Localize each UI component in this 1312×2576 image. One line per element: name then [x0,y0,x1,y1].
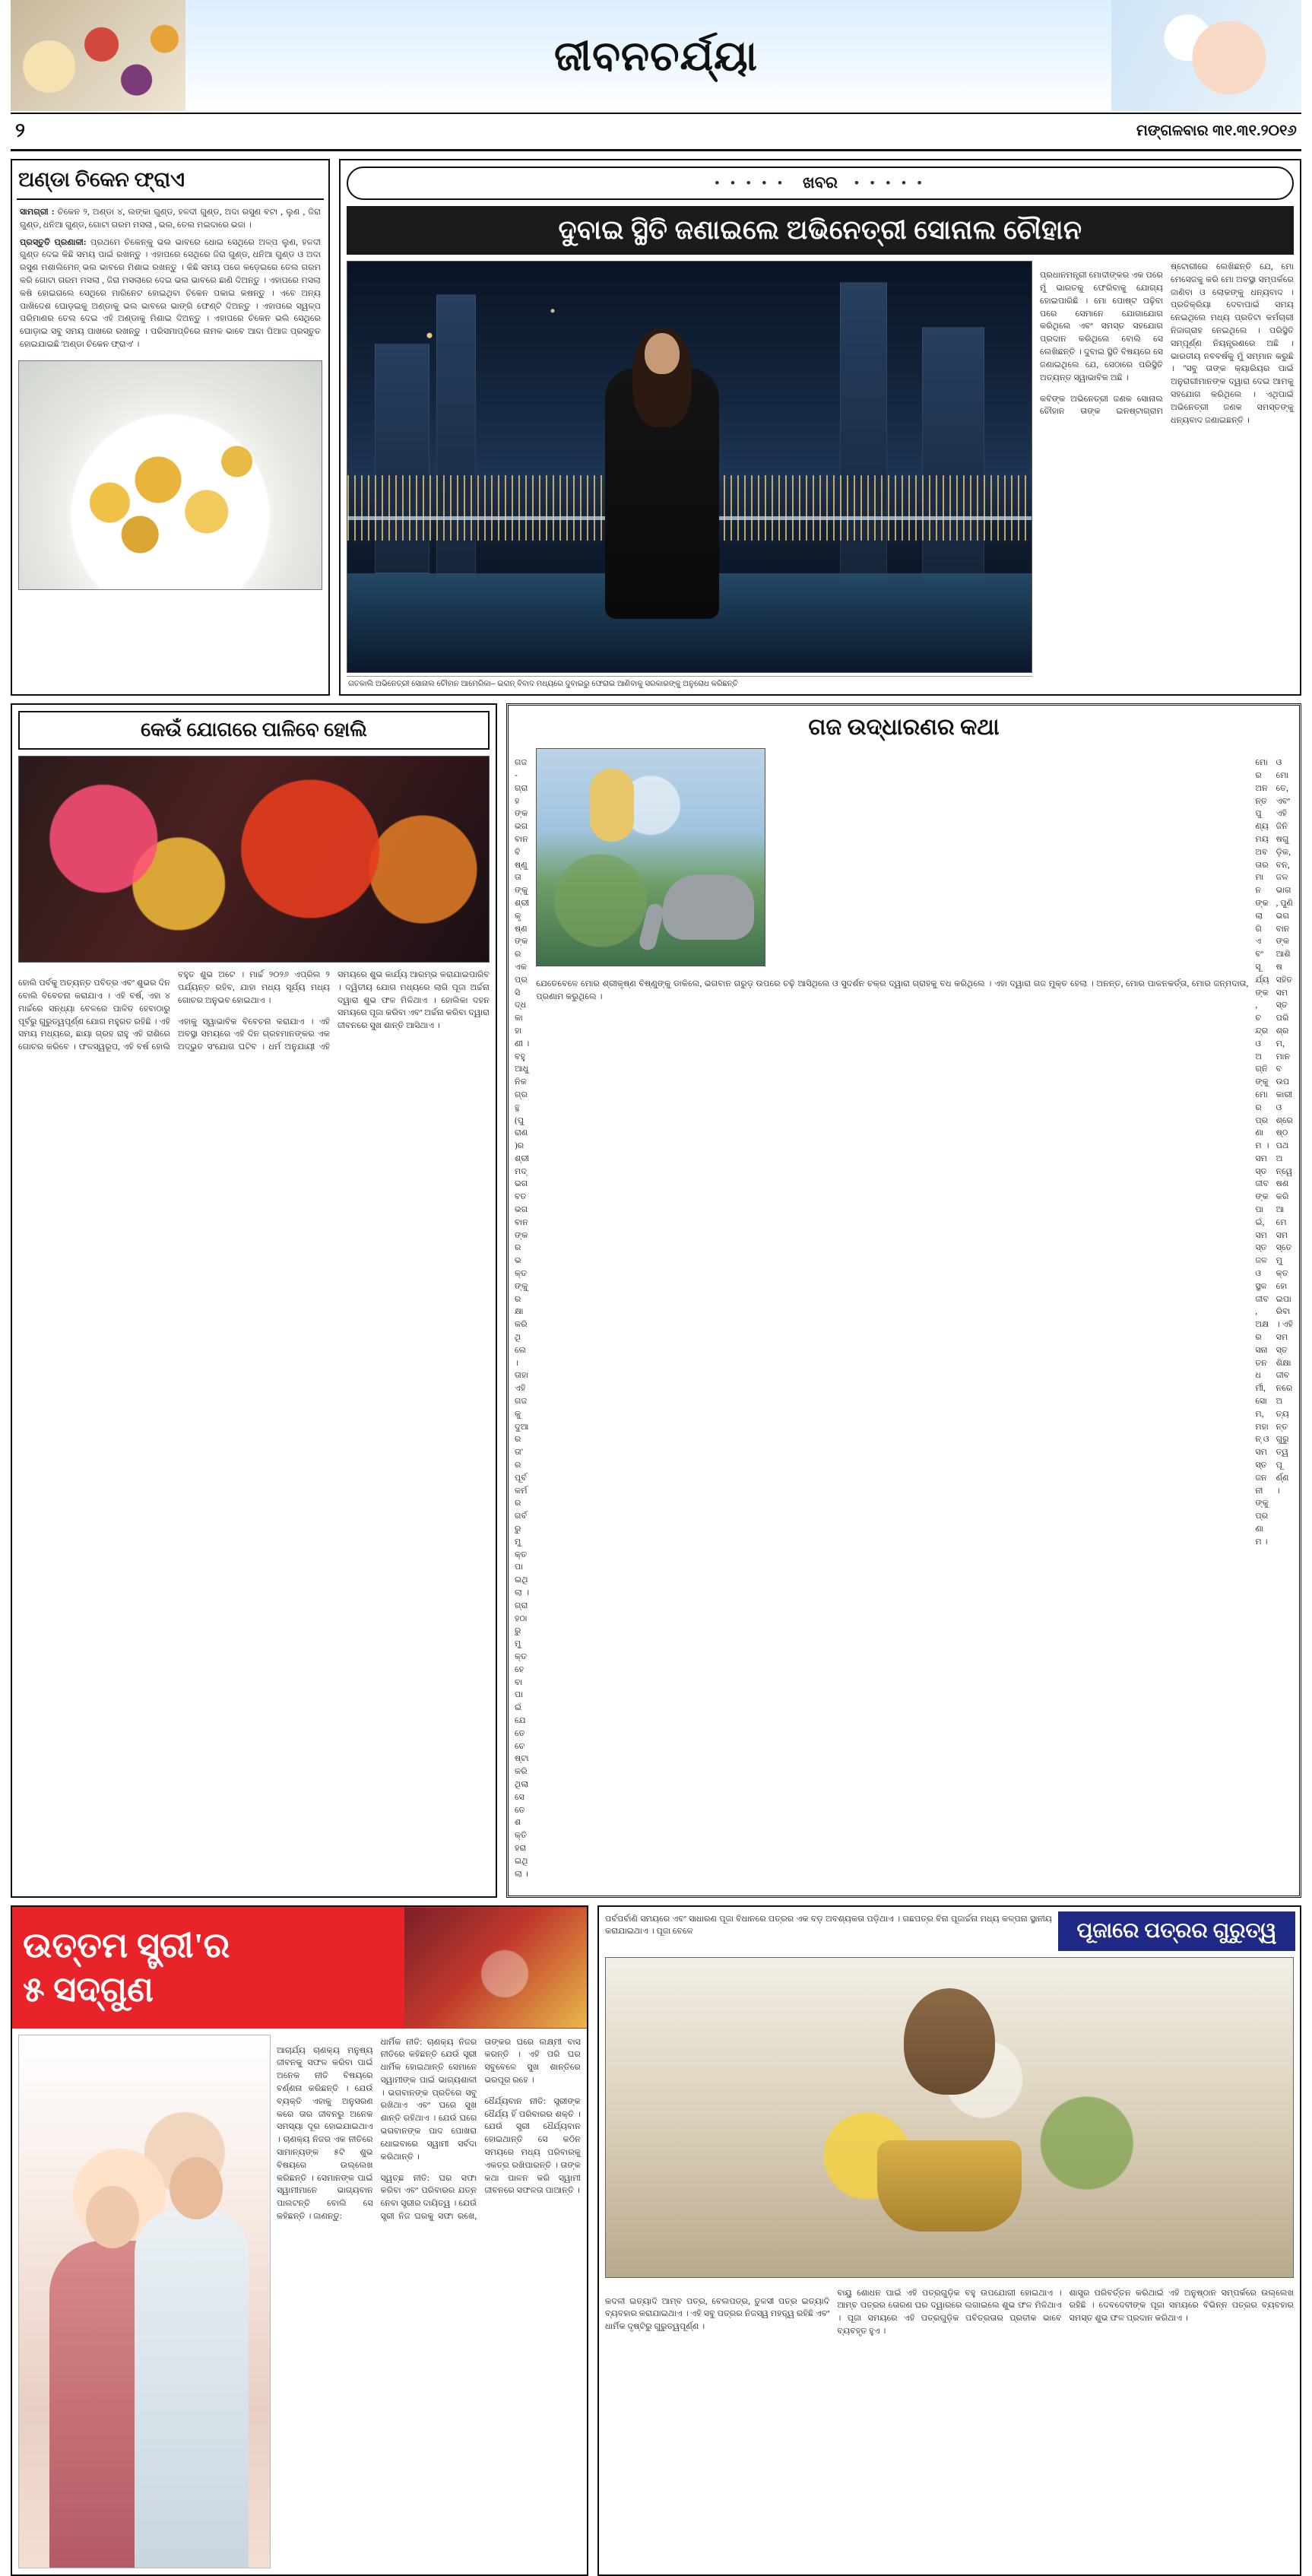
puja-pot [877,2140,1022,2232]
recipe-body [12,200,328,356]
head [645,333,680,374]
bangles-photo [404,1908,587,2028]
gaja-text-3: ମୋର ଅନନ୍ତ ପୁଣ୍ୟମୟ ଅବତାରମାନଙ୍କ ଲାଗି ଏବଂ ସୂର୍ଯ୍ୟଙ୍କ, ଚନ୍ଦ୍ର ଓ ଅଗ୍ନିଙ୍କୁ ମୋର ପ୍ରଣାମ । ସମସ୍ତ ଜୀବଙ୍କ ପାଇଁ, ସମସ୍ତ ଜଳ ଓ ସ୍ଥଳ ଜୀବ, ଅକ୍ଷର ସନାତନଧର୍ମୀ, ସୋମ, ମହାନ୍ ଓ ସମସ୍ତ ଜନନୀଙ୍କୁ ପ୍ରଣାମ । [1255,758,1269,1547]
man-figure [135,2210,249,2568]
badge-dots-right: • • • • • [854,176,926,190]
gaja-column-3 [1255,748,1269,1889]
gaja-text-4: ଓ ମୋତେ, ଏବଂ ଏହି ଜିନିଷଗୁଡ଼ିକ, ବନ, ଜଳଭାଗ, ପୁଣି ଭଗବାନଙ୍କ ଆଶିଷ ସହିତ ସମସ୍ତ ପରିଶ୍ରମ, ମାନବ ଉପକାରୀ ଓ ଶ୍ରେଷ୍ଠପଥ ଅନ୍ୱେଷଣ କରି ଆମେ ସମସ୍ତେ ମୁକ୍ତ ହୋଇପାରିବା । ଏହି ସମସ୍ତ ଶିକ୍ଷା ଜୀବନରେ ଅତ୍ୟନ୍ତ ଗୁରୁତ୍ୱପୂର୍ଣ୍ଣ । [1276,758,1294,1496]
news-column-1: ପ୍ରଧାନମନ୍ତ୍ରୀ ମୋଦୀଙ୍କର ଏକ ପରେ ମୁଁ ଭାରତକୁ ଫେରିବାକୁ ଯୋଗ୍ୟ ହୋଇପାରିଛି । ମୋ ପୋଷ୍ଟ ପଢ଼ିବା ପରେ ସେମାନେ ଯୋଗାଯୋଗ କରିଥିଲେ ଏବଂ ସମସ୍ତ ସହଯୋଗ ପ୍ରଦାନ କରିଥିଲେ ବୋଲି ସେ ଲେଖିଛନ୍ତି । ଦୁବାଇ ସ୍ଥିତି ବିଷୟରେ ସେ ଜଣାଇଥିଲେ ଯେ, ସେଠାରେ ପରିସ୍ଥିତି ଅତ୍ୟନ୍ତ ସ୍ୱାଭାବିକ ଅଛି । [1040,271,1163,382]
gaja-column-2 [536,966,1248,1004]
news-photo [347,261,1032,673]
man-head [170,2157,223,2219]
masthead-left-image [11,0,185,111]
elephant-figure [663,874,754,940]
dateline [11,114,1301,151]
row-top [11,159,1301,696]
recipe-photo [18,360,322,590]
actress-figure [605,368,719,619]
khabar-badge [347,167,1294,200]
news-side-columns [1040,261,1294,688]
wife-title-line1: ଉତ୍ତମ ସ୍ତ୍ରୀ'ର [23,1926,230,1965]
wife-title-line2: ୫ ସଦ୍‌ଗୁଣ [23,1969,154,2009]
woman-head [86,2186,139,2248]
row-bottom [11,1905,1301,2576]
badge-dots-left: • • • • • [715,176,787,190]
ingredients-text: ଚିକେନ ୨, ଅଣ୍ଡା ୪, ଲଙ୍କା ଗୁଣ୍ଡ, ହଳଦୀ ଗୁଣ୍ଡ, ଅଦା ରସୁଣ ବଟା , ଲୁଣ , ଜିରା ଗୁଣ୍ଡ, ଧନିଆ ଗୁଣ୍ଡ, ଗୋଟା ଗରମ ମସଲା , ଭଲ, ତେଲ ମଇଦାରେ ଭଜା । [20,208,322,230]
holi-photo [18,756,490,963]
gaja-article [506,703,1301,1898]
publication-date: ମଙ୍ଗଳବାର ୩୧.୩୧.୨୦୧୬ [1136,122,1297,139]
gaja-photo [536,748,765,966]
ingredients-label: ସାମଗ୍ରୀ : [20,208,55,217]
wife-column-4: ଧୈର୍ଯ୍ୟବାନ ନୀତି: ସ୍ତ୍ରୀଙ୍କ ଧୈର୍ଯ୍ୟ ହିଁ ପରିବାରର ଶକ୍ତି । ଯେଉଁ ସ୍ତ୍ରୀ ଧୈର୍ଯ୍ୟବାନ ହୋଇଥାନ୍ତି ସେ କଠିନ ସମୟରେ ମଧ୍ୟ ପରିବାରକୁ ଏକତ୍ର ରଖିପାରନ୍ତି । ତାଙ୍କ କଥା ପାଳନ କରି ସ୍ୱାମୀ ଜୀବନରେ ସଫଳତା ପାଆନ୍ତି । [484,2096,581,2196]
recipe-title: ଅଣ୍ଡା ଚିକେନ ଫ୍ରାଏ [18,168,185,191]
vishnu-figure [590,769,634,842]
page-title: ଜୀବନଚର୍ଯ୍ୟା [553,33,758,79]
puja-column-3: ଶାସ୍ତ୍ର ପରିବର୍ତ୍ତନ କରିଥାଇଁ ଏହି ଅନୁଷ୍ଠାନ ସମ୍ପର୍କରେ ଉଲ୍ଲେଖ ରହିଛି । ଦେବଦେବୀଙ୍କ ପୂଜା ସମୟରେ ବିଭିନ୍ନ ପତ୍ରର ବ୍ୟବହାର ସମସ୍ତ ଶୁଭ ଫଳ ପ୍ରଦାନ କରିଥାଏ । [1069,2288,1294,2324]
puja-title: ପୂଜାରେ ପତ୍ରର ଗୁରୁତ୍ୱ [1058,1911,1295,1951]
method-label: ପ୍ରସ୍ତୁତି ପ୍ରଣାଳୀ: [20,237,87,247]
news-content [341,261,1300,694]
puja-header [599,1907,1300,1951]
gaja-content [509,745,1299,1896]
puja-photo [605,1957,1294,2278]
recipe-article [11,159,330,696]
holi-article [11,703,497,1898]
puja-column-1: କଦଳୀ ଇତ୍ୟାଦି ଆମ୍ବ ପତ୍ର, ବେଲପତ୍ର, ତୁଳସୀ ପତ୍ର ଇତ୍ୟାଦି ବ୍ୟବହାର କରାଯାଇଥାଏ । ଏହି ସବୁ ପତ୍ରର ନିଜସ୍ୱ ମହତ୍ତ୍ୱ ରହିଛି ଏବଂ ଧାର୍ମିକ ଦୃଷ୍ଟିରୁ ଗୁରୁତ୍ୱପୂର୍ଣ୍ଣ । [605,2296,830,2332]
news-headline: ଦୁବାଇ ସ୍ଥିତି ଜଣାଇଲେ ଅଭିନେତ୍ରୀ ସୋନାଲ ଚୌହାନ [347,206,1294,255]
gaja-photo-wrap [536,748,1248,1889]
wife-content [12,2029,587,2574]
wife-column-2: ଧାର୍ମିକ ନୀତି: ଚାଣକ୍ୟ ନିଜର ନୀତିରେ କହିଛନ୍ତି ଯେଉଁ ସ୍ତ୍ରୀ ଧାର୍ମିକ ହୋଇଥାନ୍ତି ସେମାନେ ସ୍ୱାମୀଙ୍କ ପାଇଁ ଭାଗ୍ୟଶାଳୀ । ଭଗବାନଙ୍କ ପ୍ରତିରେ ସବୁ ରଖିଥାଏ ଏବଂ ଘରେ ସୁଖ ଶାନ୍ତି ରହିଥାଏ । ଯେଉଁ ଘରେ ଭଗବାନଙ୍କ ପାଦ ପୋଖରା ଧୋଇବାରେ ସ୍ୱାମୀ ସର୍ବଦା କରିଥାନ୍ତି । [380,2037,477,2162]
puja-intro: ପର୍ବପର୍ବାଣି ସମୟରେ ଏବଂ ସାଧାରଣ ପୂଜା ବିଧାନରେ ପତ୍ରର ଏକ ବଡ଼ ଅବଶ୍ୟକତା ପଡ଼ିଥାଏ । ଗଛପତ୍ର ବିନା ପୂଜାର୍ଚ୍ଚନା ମଧ୍ୟ କଳ୍ପନା ସ୍ଥାନୀୟ କରାଯାଇଥାଏ । ପୂଜା ବେଳେ [605,1914,1052,1937]
skyline-building [922,327,984,579]
wife-article [11,1905,588,2576]
wife-column-3: ସ୍ୱଚ୍ଛ ନୀତି: ଘର ସଫା କରିବା ଏବଂ ପରିବାରର ଯତ୍ନ ନେବା ସ୍ତ୍ରୀର ଦାୟିତ୍ୱ । ଯେଉଁ ସ୍ତ୍ରୀ ନିଜ ଘରକୁ ସଫା ରଖେ, ତାଙ୍କର ଘରେ ଲକ୍ଷ୍ମୀ ବାସ କରନ୍ତି । ଏହି ପରି ଘର ସବୁବେଳେ ସୁଖ ଶାନ୍ତିରେ ଭରପୂର ରହେ । [380,2037,581,2222]
wife-header [12,1907,587,2029]
news-column-2: କବିଙ୍କ ଅଭିନେତ୍ରୀ ଜଣକ ସୋନାଲ ଚୌହାନ ତାଙ୍କ ଇନଷ୍ଟାଗ୍ରାମ ଷ୍ଟୋରୀରେ ଲେଖିଛନ୍ତି ଯେ, ମୋ ମେସେଜକୁ କରି ମୋ ଅବସ୍ଥା ସମ୍ପର୍କରେ ଜାଣିବା ଓ ଲୋକଙ୍କୁ ଧନ୍ୟବାଦ । ପ୍ରତିକ୍ରିୟା ଦେବାପାଇଁ ସମୟ ନେଇଥିଲେ ମଧ୍ୟ ପ୍ରତିଟା କର୍ମଚାରୀ ନିଜାଗ୍ରାହ ନେଇଥିଲେ । ପରିସ୍ଥିତି ସମ୍ପୂର୍ଣ୍ଣ ନିୟନ୍ତ୍ରଣରେ ଅଛି । ଭାରତୀୟ ନବବର୍ଷକୁ ମୁଁ ସମ୍ମାନ କରୁଛି । ''ସବୁ ତାଙ୍କ କ୍ୟାରିୟର ପାଇଁ ଅନୁରାଗୀମାନଙ୍କ ଦ୍ୱାରା ଦେଇ ଆମକୁ ସହଯୋଗ କରିଥିଲେ । ଏଥିପାଇଁ ଅଭିନେତ୍ରୀ ଜଣକ ସମସ୍ତଙ୍କୁ ଧନ୍ୟବାଦ ଜଣାଇଛନ୍ତି । [1040,262,1294,425]
puja-column-2: ବାୟୁ ଶୋଧନ ପାଇଁ ଏହି ପତ୍ରଗୁଡ଼ିକ ବହୁ ଉପଯୋଗୀ ହୋଇଥାଏ । ଆମ୍ବ ପତ୍ରର ତୋରଣ ଘର ଦ୍ୱାରରେ ଲଗାଇଲେ ଶୁଭ ଫଳ ମିଳିଥାଏ । ପୂଜା ସମୟରେ ଏହି ପତ୍ରଗୁଡ଼ିକ ପବିତ୍ରତାର ପ୍ରତୀକ ଭାବେ ବ୍ୟବହୃତ ହୁଏ । [837,2288,1062,2336]
badge-label: ଖବର [803,174,838,192]
puja-body [599,2284,1300,2347]
gaja-text-2: ଯେତେବେଳେ ମୋର ଶ୍ରୀକୃଷ୍ଣ ବିଷ୍ଣୁଙ୍କୁ ଡାକିଲେ, ଭଗବାନ ଗରୁଡ଼ ଉପରେ ଚଢ଼ି ଆସିଥିଲେ ଓ ସୁଦର୍ଶନ ଚକ୍ର ଦ୍ୱାରା ଗ୍ରାହକୁ ବଧ କରିଥିଲେ । ଏହା ଦ୍ୱାରା ଗଜ ମୁକ୍ତ ହେଲା । ଅନନ୍ତ, ମୋର ପାଳନକର୍ତ୍ତା, ମୋର ଜନ୍ମଦାତା, ପ୍ରଣାମ କରୁଥିଲେ । [536,979,1249,1001]
row-middle [11,703,1301,1898]
gaja-column-1 [515,748,529,1889]
gaja-column-4 [1276,748,1293,1889]
masthead [11,0,1301,114]
puja-article [597,1905,1301,2576]
gaja-text-1: ଗଜ-ଗ୍ରାହଙ୍କ ଭଗବାନ ବିଷ୍ଣୁ ତାଙ୍କୁ ଶ୍ରୀକୃଷ୍ଣଙ୍କର ଏକ ପ୍ରସିଦ୍ଧ କାହାଣୀ । ବହୁ ଆଧୁନିକ ଗ୍ରନ୍ଥ (ପୁରାଣ)ର ଶ୍ରୀମଦ୍‌ଭଗବତ ଭଗବାନଙ୍କର ଭକ୍ତଙ୍କୁ ରକ୍ଷା କରିଥିଲେ । ତାହା ଏହି ଗଜକୁ ଦୁଆର ତା'ର ପୂର୍ବକର୍ମର ଗର୍ବରୁ ମୁକ୍ତ ପାଇଥିଲା । ଗ୍ରାହଠାରୁ ମୁକ୍ତ ହେବା ପାଇଁ ଯେତେ ଚେଷ୍ଟା କରିଥିଲା ସେତେ ଶକ୍ତି ହରାଇଥିଲା । [515,758,530,1879]
masthead-right-image [1111,0,1301,111]
holi-column-1: ହୋଲି ପର୍ବକୁ ଅତ୍ୟନ୍ତ ପବିତ୍ର ଏବଂ ଶୁଭର ଦିନ ବୋଲି ବିବେଚନା କରାଯାଏ । ଏହି ବର୍ଷ, ଏହା ୪ ମାର୍ଚ୍ଚରେ ସନ୍ଧ୍ୟା ବେଳରେ ପାଳିତ ହେବାଠାରୁ ପୂର୍ବରୁ ଗୁରୁତ୍ୱପୂର୍ଣ୍ଣ ଯୋଗ ମହୁରତ ରହିଛି । ଏହି ସମୟ ମଧ୍ୟରେ, ଛାୟା ଗ୍ରହ ରାହୁ ଏହି ରାଶିରେ ଗୋଚର କରିବେ । ଫଳସ୍ୱରୂପ, ଏହି ବର୍ଷ ହୋଲି ବହୁତ ଶୁଭ ଅଟେ । ମାର୍ଚ୍ଚ ୨୦୨୬ ଏପ୍ରିଲ ୨ ପର୍ଯ୍ୟନ୍ତ ରହିବ, ଯାହା ମଧ୍ୟ ସୂର୍ଯ୍ୟ ମଧ୍ୟ ଗୋଚର ଅନୁଭବ ହୋଇଥାଏ । [18,970,330,1052]
wife-title [12,1918,404,2017]
news-photo-wrap [347,261,1032,688]
coconut [904,1988,995,2095]
holi-body [12,963,496,1060]
gaja-title: ଗଜ ଉଦ୍ଧାରଣର କଥା [808,715,1000,740]
page-number: ୨ [15,119,25,141]
holi-column-2: ଏହାକୁ ସ୍ୱାଭାବିକ ବିବେଚନା କରାଯାଏ । ଏହି ଅବସ୍ଥା ସମୟରେ ଏହି ଦିନ ଗ୍ରହମାନଙ୍କର ଏକ ଅଦ୍ଭୁତ ସଂଯୋଗ ଘଟିବ । ଧର୍ମ ଅନୁଯାୟୀ ଏହି ସମୟରେ ଶୁଭ କାର୍ଯ୍ୟ ଆରମ୍ଭ କରାଯାଇପାରିବ । ଦ୍ୱିତୀୟ ଯୋଗ ମଧ୍ୟରେ ଲାଗି ପୂଜା ଅର୍ଚ୍ଚନା ଦ୍ୱାରା ଶୁଭ ଫଳ ମିଳିଥାଏ । ହୋଲିକା ଦହନ ସମୟରେ ପୂଜା କରିବା ଏବଂ ଅର୍ଚ୍ଚନା କରିବା ଦ୍ୱାରା ଜୀବନରେ ସୁଖ ଶାନ୍ତି ଆସିଥାଏ । [178,970,490,1052]
holi-title: କେଉଁ ଯୋଗରେ ପାଳିବେ ହୋଲି [18,711,490,750]
news-photo-caption: ଗତକାଲି ଅଭିନେତ୍ରୀ ସୋନାଲ ଚୌହାନ ଆମେରିକା– ଇରାନ୍ ବିବାଦ ମଧ୍ୟରେ ଦୁବାଇରୁ ଫେରାଇ ଆଣିବାକୁ ସରକାରଙ୍କୁ ଅନୁରୋଧ କରିଛନ୍ତି [347,676,1032,688]
news-article [339,159,1301,696]
couple-illustration [18,2035,271,2568]
method-text: ପ୍ରଥମେ ଚିକେନ୍‌କୁ ଭଲ ଭାବରେ ଧୋଇ ସେଥିରେ ଅଳ୍ପ ଲୁଣ, ହଳଦୀ ଗୁଣ୍ଡ ଦେଇ କିଛି ସମୟ ପାଇଁ ରଖନ୍ତୁ । ଏହାପରେ ସେଥିରେ ଜିରା ଗୁଣ୍ଡ, ଧନିଆ ଗୁଣ୍ଡ ଓ ଅଦା ରସୁଣ ମଶାଲିମେନ୍ ଭଲ ଭାବରେ ମିଶାଇ ରଖନ୍ତୁ । କିଛି ସମୟ ପରେ କଡ଼େଇରେ ତେଲ ଗରମ କରି ଗୋଟା ଗରମ ମସଲା , ଜିରା ମସଲାରେ ଦେଇ ଭଲ ଭାବରେ ଛାଣି ଦିଅନ୍ତୁ । ଏହାପରେ ମସଲା କଷି ହୋଇଗଲେ ସେଥିରେ ମାରିନେଟ ହୋଇଥିବା ଚିକେନ ପକାଇ କଷନ୍ତୁ । ଏବେ ଅନ୍ୟ ପାଖିଦେଶ ଘୋଡ଼ଇକୁ ଅଣ୍ଡାକୁ ଭଲ ଭାବରେ ଭାଙ୍ଗି ଫେଣ୍ଟି ଦିଅନ୍ତୁ । ଏହାପରେ ସ୍ୱଳ୍ପ ପରିମାଣର ତେଲ ଦେଇ ଏହି ଅଣ୍ଡାକୁ ମିଶାଇ ଦିଅନ୍ତୁ । ଏହାପରେ ଚିକେନ ଭଲି ସେଥିରେ ଘୋଡ଼ାଇ ସବୁ ସମୟ ପାଖରେ ରଖନ୍ତୁ । ପରିସମାପ୍ତିରେ ନାମକ ଭାବେ ଆଦା ପିଆଜ ପ୍ରସ୍ତୁତ ହୋଇଯାଇଛି 'ଅଣ୍ଡା ଚିକେନ ଫ୍ରାଏ' । [20,237,321,349]
wife-body [277,2035,581,2568]
wife-column-1: ଆଚାର୍ଯ୍ୟ ଚାଣକ୍ୟ ମନୁଷ୍ୟ ଜୀବନକୁ ସଫଳ କରିବା ପାଇଁ ଅନେକ ନୀତି ବିଷୟରେ ବର୍ଣ୍ଣନା କରିଛନ୍ତି । ଯେଉଁ ବ୍ୟକ୍ତି ଏହାକୁ ଅନୁସରଣ କରେ ତାର ଜୀବନରୁ ଅନେକ ସମସ୍ୟା ଦୂର ହୋଇଯାଇଥାଏ । ଚାଣକ୍ୟ ନିଜର ଏକ ନୀତିରେ ସାମାନ୍ୟଙ୍କ ୫ଟି ଶୁଭ ବିଷୟରେ ଉଲ୍ଲେଖ କରିଛନ୍ତି । ସେମାନଙ୍କ ପାଇଁ ସ୍ୱାମୀମାନେ ଭାଗ୍ୟବାନ ପାଲଟନ୍ତି ବୋଲି ସେ କହିଛନ୍ତି । ଜାଣନ୍ତୁ: [277,2045,373,2222]
